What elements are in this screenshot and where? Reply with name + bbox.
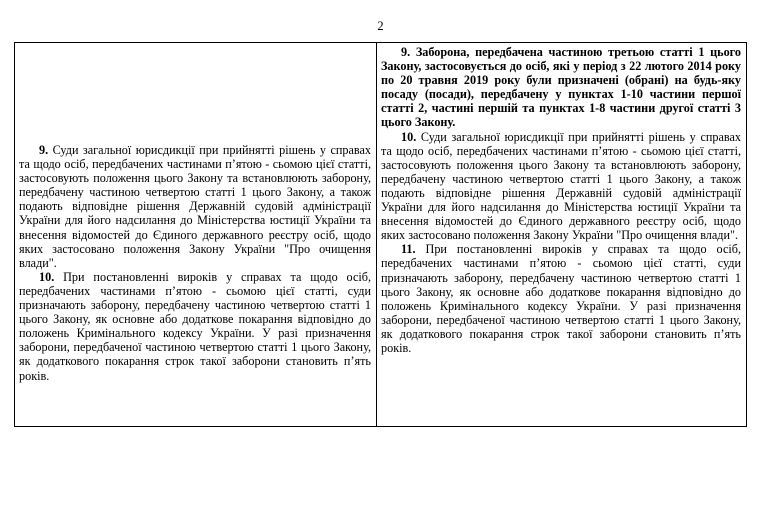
left-paragraph-9 (19, 143, 371, 270)
paragraph-number: 11. (401, 242, 416, 257)
paragraph-text: При постановленні вироків у справах та щодо осіб, передбачених частинами п’ятою - сьомою цієї статті, суди призначають заборону, передбачену частиною четвертою статті 1 цього Закону, як основне або додаткове покарання відповідно до положень Кримінального кодексу України. У разі призначення заборони, передбаченої частиною четвертою статті 1 цього Закону, як додаткового покарання строк такої заборони становить п’ять років. (381, 242, 741, 355)
paragraph-text: Заборона, передбачена частиною третьою статті 1 цього Закону, застосовується до осіб, які у період з 22 лютого 2014 року по 20 травня 2019 року були призначені (обрані) на будь-яку посаду (посади), передбачену у пунктах 1-10 частини першої статті 2, частині першій та пунктах 1-8 частини другої статті 3 цього Закону. (381, 45, 741, 130)
left-column-cell (15, 43, 377, 427)
right-paragraph-10 (381, 130, 741, 243)
right-column-content (377, 43, 746, 355)
paragraph-text: Суди загальної юрисдикції при прийнятті рішень у справах та щодо осіб, передбачених частинами п’ятою - сьомою цієї статті, застосовують положення цього Закону та встановлюють заборону, передбачену частиною четвертою статті 1 цього Закону, а також подають відповідне рішення Державній судовій адміністрації України для його надсилання до Міністерства юстиції України та внесення відомостей до Єдиного державного реєстру осіб, щодо яких застосовано положення Закону України "Про очищення влади". (19, 143, 371, 270)
left-column-blank-space (19, 45, 371, 143)
paragraph-number: 10. (39, 269, 55, 284)
table-row (15, 43, 747, 427)
paragraph-text: Суди загальної юрисдикції при прийнятті рішень у справах та щодо осіб, передбачених частинами п’ятою - сьомою цієї статті, застосовують положення цього Закону та встановлюють заборону, передбачену частиною четвертою статті 1 цього Закону, а також подають відповідне рішення Державній судовій адміністрації України для його надсилання до Міністерства юстиції України та внесення відомостей до Єдиного державного реєстру осіб, щодо яких застосовано положення Закону України "Про очищення влади". (381, 129, 741, 243)
right-paragraph-11 (381, 242, 741, 355)
paragraph-text: При постановленні вироків у справах та щодо осіб, передбачених частинами п’ятою - сьомою цієї статті, суди призначають заборону, передбачену частиною четвертою статті 1 цього Закону, як основне або додаткове покарання відповідно до положень Кримінального кодексу України. У разі призначення заборони, передбаченої частиною четвертою статті 1 цього Закону, як додаткового покарання строк такої заборони становить п’ять років. (19, 269, 371, 383)
page-number: 2 (377, 19, 384, 33)
right-new-paragraph-9 (381, 45, 741, 130)
paragraph-number: 9. (39, 143, 49, 157)
comparison-table (14, 42, 747, 427)
left-paragraph-10 (19, 270, 371, 383)
right-column-cell (377, 43, 747, 427)
left-column-content (15, 43, 376, 383)
paragraph-number: 10. (401, 129, 417, 144)
paragraph-number: 9. (401, 45, 411, 59)
